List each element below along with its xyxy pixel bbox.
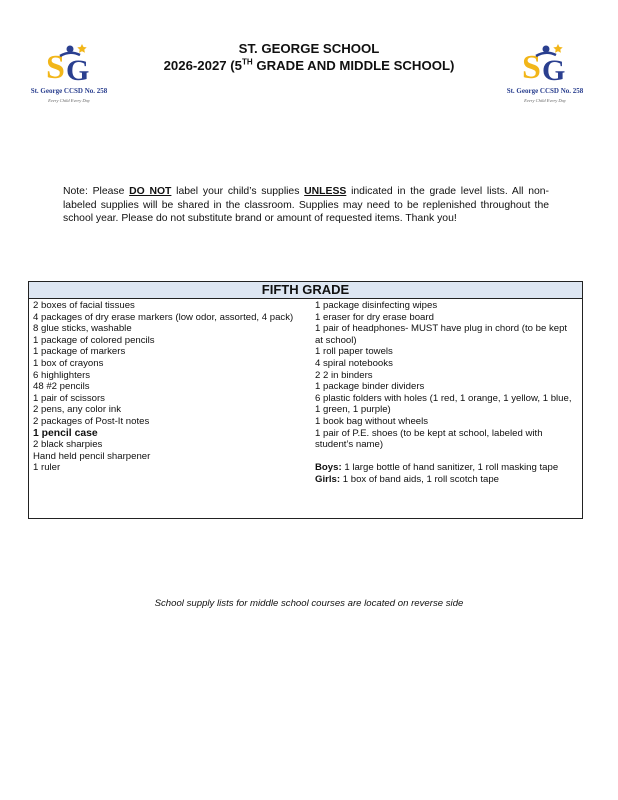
district-name: St. George CCSD No. 258 (506, 87, 584, 95)
note-text: label your child’s supplies (171, 186, 305, 197)
title-superscript: TH (242, 57, 253, 67)
district-tagline: Every Child Every Day (48, 98, 90, 103)
svg-text:G: G (66, 54, 90, 87)
supply-item: 48 #2 pencils (33, 381, 90, 393)
svg-text:S: S (46, 49, 65, 86)
supply-item: 1 eraser for dry erase board (315, 311, 434, 323)
reverse-side-note: School supply lists for middle school courses are located on reverse side (154, 598, 464, 609)
supply-item: 1 roll paper towels (315, 346, 393, 358)
supply-column-left (33, 300, 303, 474)
supply-item: 1 pair of scissors (33, 392, 105, 404)
fifth-grade-list (28, 281, 583, 519)
sg-logo-icon (500, 40, 590, 88)
supply-item: 2 2 in binders (315, 369, 373, 381)
supply-item: 2 packages of Post-It notes (33, 415, 150, 427)
title-grades: GRADE AND MIDDLE SCHOOL) (252, 58, 455, 73)
supply-item: 2 black sharpies (33, 439, 103, 451)
note-emphasis: DO NOT (129, 186, 172, 197)
supply-item: 2 pens, any color ink (33, 404, 121, 416)
supply-item: 1 ruler (33, 462, 61, 474)
supply-item: 1 package binder dividers (315, 381, 425, 393)
supply-item: 1 pair of headphones- MUST have plug in chord (to be kept at school) (315, 323, 568, 346)
supply-item: Hand held pencil sharpener (33, 450, 151, 462)
svg-text:S: S (522, 49, 541, 86)
svg-text:G: G (542, 54, 566, 87)
district-name: St. George CCSD No. 258 (30, 87, 108, 95)
supply-item: 1 package of markers (33, 346, 126, 358)
title-year: 2026-2027 (5 (163, 58, 243, 73)
supply-item: 1 pair of P.E. shoes (to be kept at school, labeled with student’s name) (315, 427, 543, 451)
supply-item: 1 pencil case (33, 427, 98, 439)
note-text: indicated in the grade level lists. All non-labeled supplies will be shared in the classroom. Supplies may need to be replenished throughout the school year. Please do not substitute brand or amount of requested items. Thank you! (63, 186, 549, 224)
note-text: Note: Please (63, 186, 130, 197)
supply-item: 4 spiral notebooks (315, 357, 393, 369)
supply-item: 1 box of crayons (33, 357, 104, 369)
supply-item: 4 packages of dry erase markers (low odor, assorted, 4 pack) (33, 311, 294, 323)
district-tagline: Every Child Every Day (524, 98, 566, 103)
school-year-title (120, 57, 498, 74)
supply-item: 1 package disinfecting wipes (315, 300, 438, 311)
school-logo-left (24, 40, 114, 118)
school-name: ST. GEORGE SCHOOL (238, 41, 380, 56)
supply-item: 6 plastic folders with holes (1 red, 1 orange, 1 yellow, 1 blue, 1 green, 1 purple) (315, 392, 572, 416)
note-emphasis: UNLESS (304, 186, 347, 197)
grade-title: FIFTH GRADE (29, 282, 582, 299)
sg-logo-icon (24, 40, 114, 88)
supply-item: 1 package of colored pencils (33, 334, 155, 346)
supply-item: 1 book bag without wheels (315, 415, 429, 427)
girls-text: 1 box of band aids, 1 roll scotch tape (340, 473, 499, 485)
supply-column-right (315, 300, 573, 486)
girls-label: Girls: (315, 473, 341, 485)
page-title (120, 40, 498, 74)
boys-supplies (315, 462, 573, 474)
boys-text: 1 large bottle of hand sanitizer, 1 roll masking tape (341, 462, 559, 474)
supplies-note (63, 185, 549, 226)
boys-label: Boys: (315, 462, 342, 474)
school-logo-right (500, 40, 590, 118)
supply-item: 6 highlighters (33, 369, 91, 381)
supply-item: 8 glue sticks, washable (33, 323, 132, 335)
girls-supplies (315, 474, 573, 486)
supply-item: 2 boxes of facial tissues (33, 300, 135, 311)
